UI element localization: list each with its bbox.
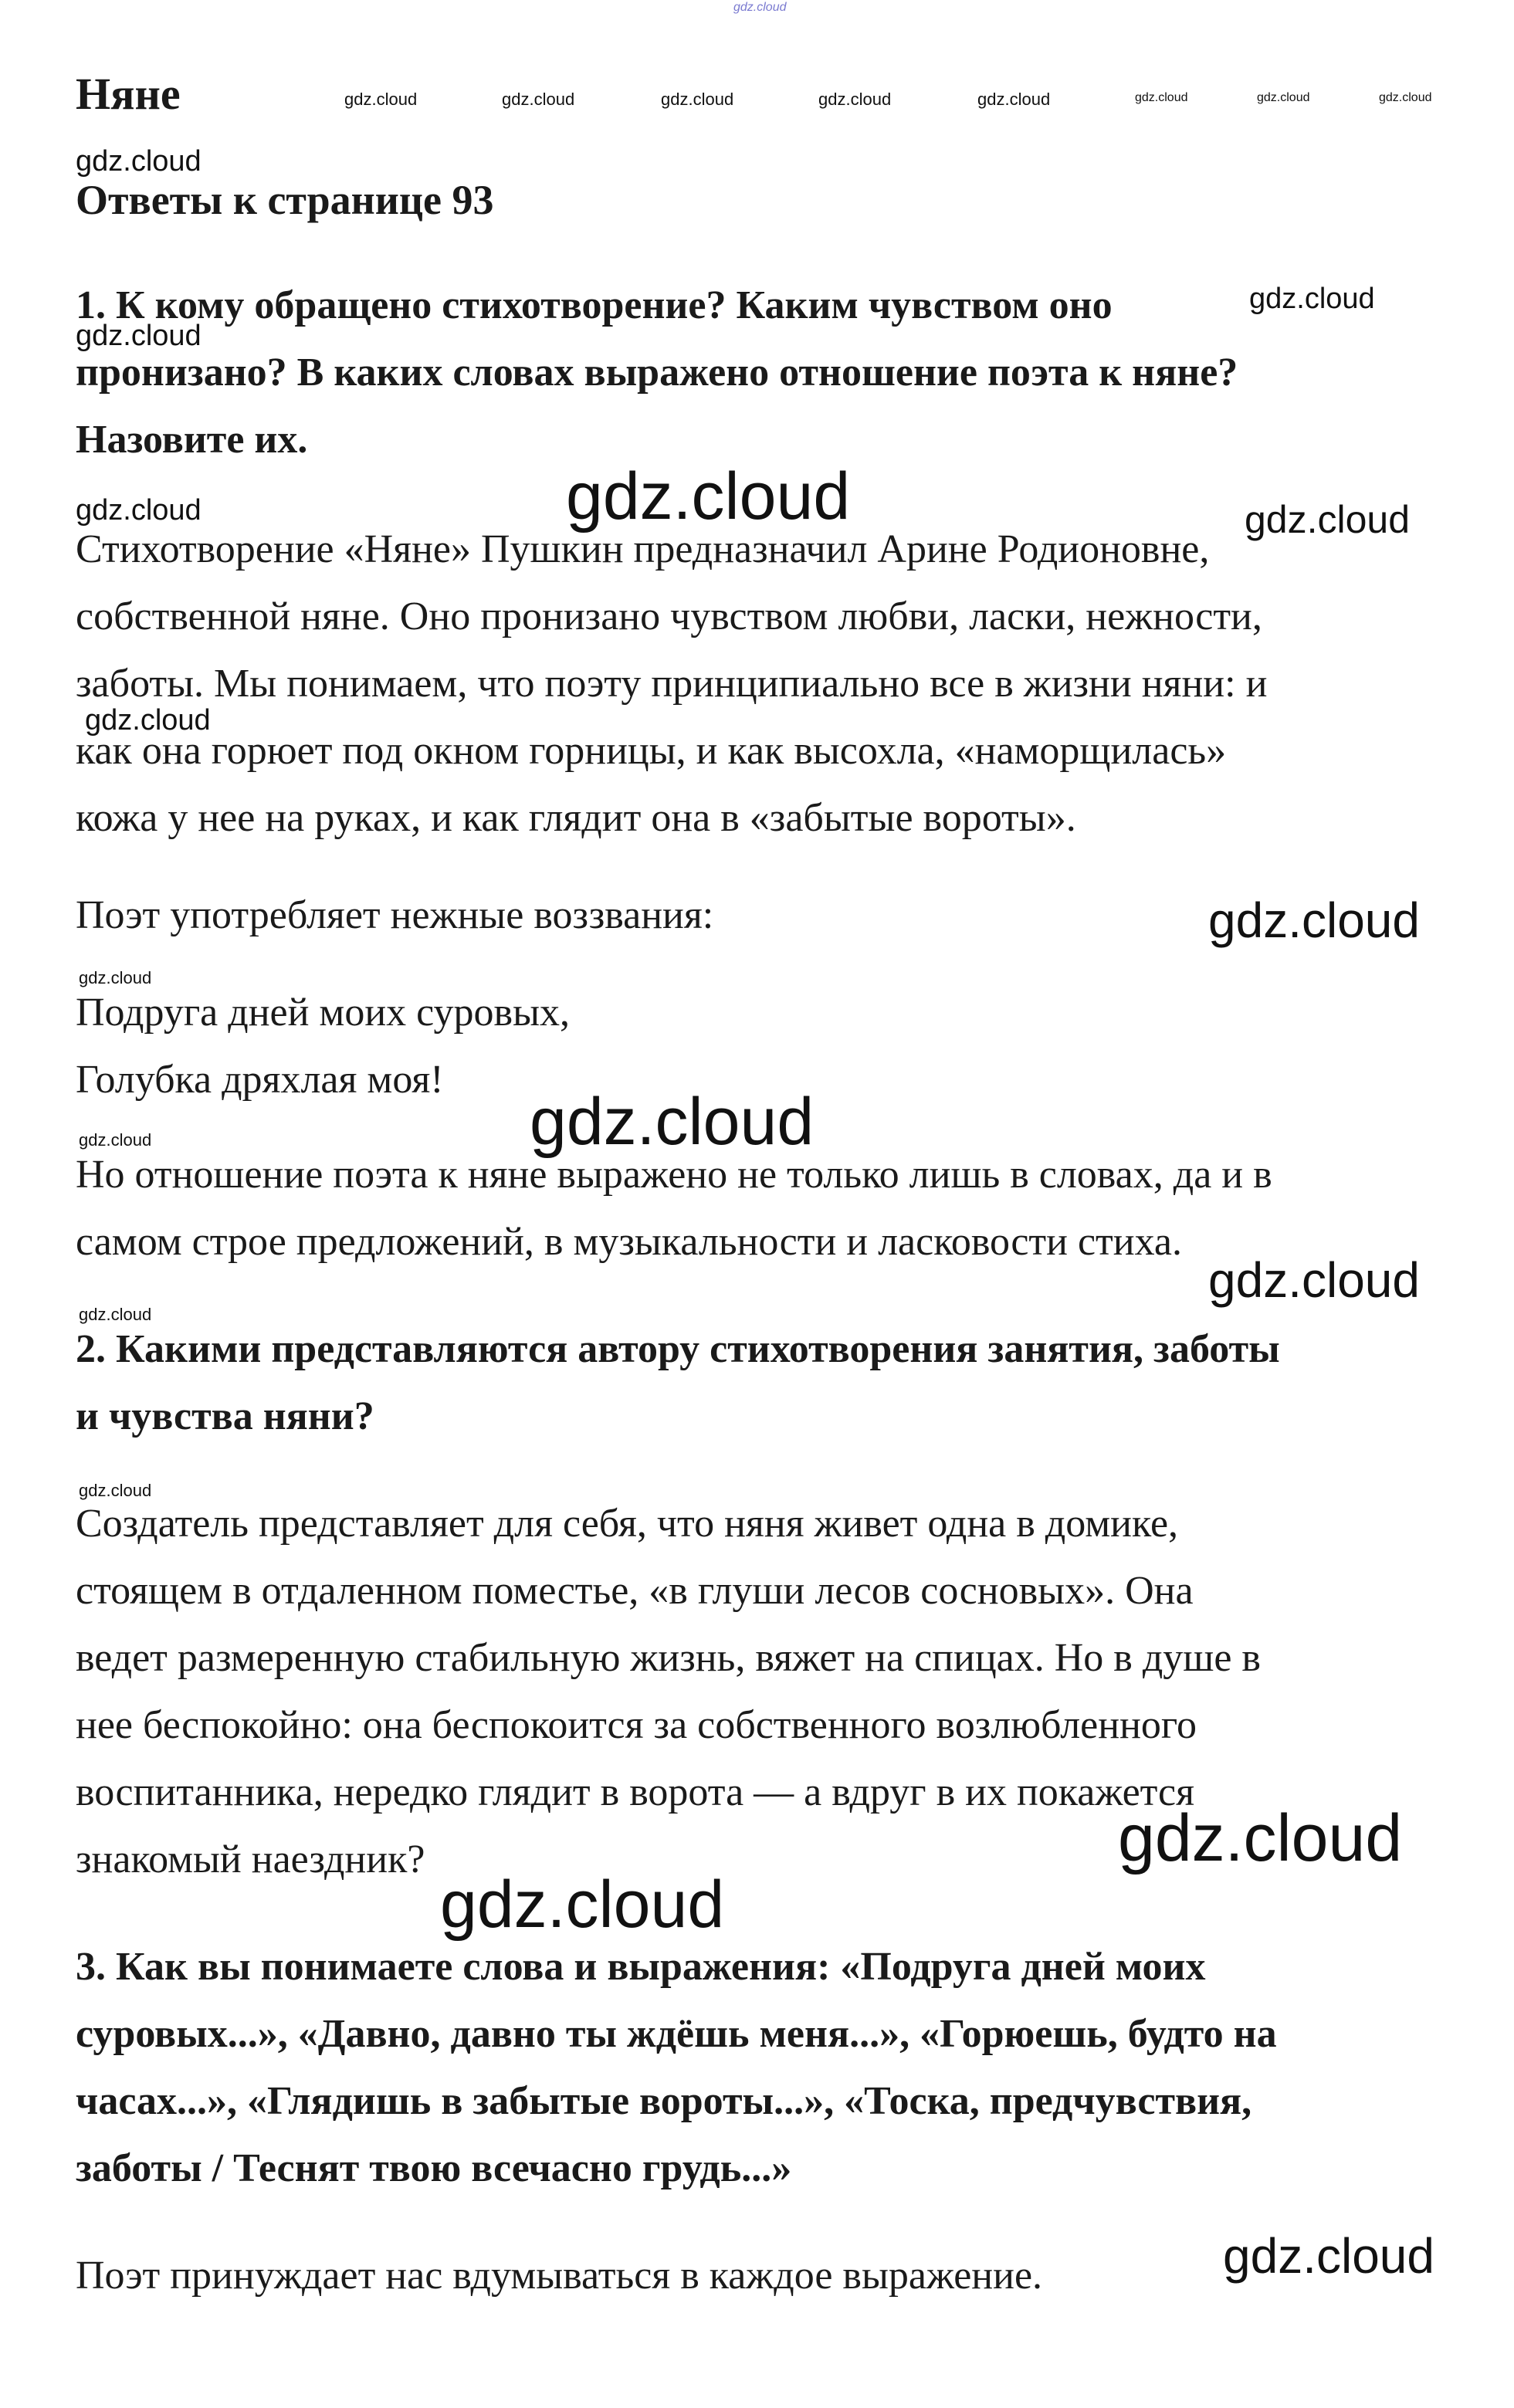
answer-line: самом строе предложений, в музыкальности и ласковости стиха. [76,1220,1182,1264]
verse-line: Голубка дряхлая моя! [76,1058,444,1102]
watermark-top: gdz.cloud [733,1,787,14]
verse-line: Подруга дней моих суровых, [76,991,571,1035]
watermark: gdz.cloud [566,459,851,533]
question-line: Назовите их. [76,418,308,462]
answer-line: кожа у нее на руках, и как глядит она в «забытые вороты». [76,796,1076,840]
question-line: пронизано? В каких словах выражено отношение поэта к няне? [76,351,1238,395]
answer-1 [76,516,1458,852]
answer-line: как она горюет под окном горницы, и как высохла, «наморщилась» [76,729,1227,773]
watermark: gdz.cloud [977,90,1051,109]
watermark: gdz.cloud [1135,91,1188,104]
question-3 [76,1933,1458,2202]
question-2 [76,1316,1458,1450]
answer-line: собственной няне. Оно пронизано чувством любви, ласки, нежности, [76,594,1262,638]
watermark: gdz.cloud [1245,498,1411,541]
question-line: заботы / Теснят твою всечасно грудь...» [76,2146,792,2190]
question-line: 3. Как вы понимаете слова и выражения: «Подруга дней моих [76,1945,1206,1989]
watermark: gdz.cloud [79,968,152,987]
watermark: gdz.cloud [85,704,211,737]
watermark: gdz.cloud [79,1130,152,1150]
answer-line: знакомый наездник? [76,1837,425,1881]
question-line: 1. К кому обращено стихотворение? Каким чувством оно [76,283,1113,327]
answer-line: Но отношение поэта к няне выражено не только лишь в словах, да и в [76,1153,1272,1197]
question-line: 2. Какими представляются автору стихотворения занятия, заботы [76,1327,1280,1371]
answer-line: нее беспокойно: она беспокоится за собственного возлюбленного [76,1703,1197,1747]
question-line: и чувства няни? [76,1394,374,1438]
question-line: часах...», «Глядишь в забытые вороты...», «Тоска, предчувствия, [76,2079,1252,2123]
watermark: gdz.cloud [76,145,202,178]
watermark: gdz.cloud [1223,2228,1434,2284]
page-title: Няне [76,69,181,119]
answer-line: Создатель представляет для себя, что няня живет одна в домике, [76,1502,1179,1546]
answer-line: Стихотворение «Няне» Пушкин предназначил Арине Родионовне, [76,527,1210,571]
answer-line: ведет размеренную стабильную жизнь, вяжет на спицах. Но в душе в [76,1636,1261,1680]
watermark: gdz.cloud [1379,91,1432,104]
answer-line: Поэт употребляет нежные воззвания: [76,893,714,937]
answer-line: Поэт принуждает нас вдумываться в каждое выражение. [76,2254,1043,2298]
watermark: gdz.cloud [79,1305,152,1324]
watermark: gdz.cloud [440,1868,725,1942]
answer-line: воспитанника, нередко глядит в ворота — а вдруг в их покажется [76,1770,1195,1814]
watermark: gdz.cloud [530,1085,815,1159]
page-subtitle: Ответы к странице 93 [76,177,494,223]
watermark: gdz.cloud [502,90,575,109]
watermark: gdz.cloud [79,1481,152,1500]
answer-line: заботы. Мы понимаем, что поэту принципиально все в жизни няни: и [76,662,1268,706]
watermark: gdz.cloud [1257,91,1310,104]
watermark: gdz.cloud [76,494,202,527]
watermark: gdz.cloud [1208,892,1420,948]
answer-line: стоящем в отдаленном поместье, «в глуши лесов сосновых». Она [76,1569,1194,1613]
watermark: gdz.cloud [818,90,892,109]
watermark: gdz.cloud [76,320,202,352]
watermark: gdz.cloud [1249,283,1375,315]
watermark: gdz.cloud [344,90,418,109]
question-line: суровых...», «Давно, давно ты ждёшь меня...», «Горюешь, будто на [76,2012,1277,2056]
watermark: gdz.cloud [661,90,734,109]
watermark: gdz.cloud [1208,1252,1420,1308]
watermark: gdz.cloud [1118,1801,1403,1875]
